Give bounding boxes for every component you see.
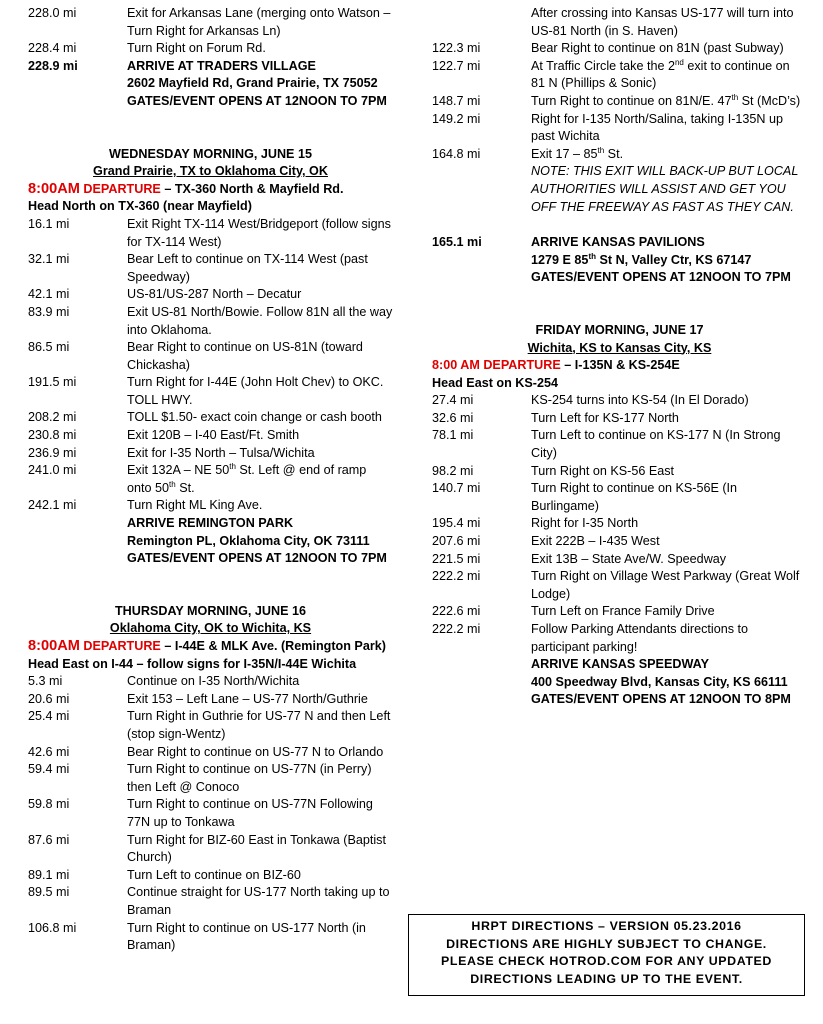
direction-row: [28, 5, 393, 40]
arrive-label: ARRIVE KANSAS SPEEDWAY: [531, 657, 709, 672]
departure-time: 8:00AM: [28, 638, 80, 654]
route-title: Oklahoma City, OK to Wichita, KS: [109, 621, 312, 636]
mileage: 27.4 mi: [432, 393, 474, 408]
instruction: Turn Right to continue on US-77N Following 77N up to Tonkawa: [127, 797, 373, 829]
mileage: 78.1 mi: [432, 428, 474, 443]
direction-row: [432, 392, 807, 410]
mileage: 89.1 mi: [28, 867, 70, 882]
instruction: Bear Left to continue on TX-114 West (past Speedway): [127, 252, 368, 284]
instruction: Right for I-135 North/Salina, taking I-135N up past Wichita: [531, 111, 784, 144]
arrive-label: ARRIVE AT TRADERS VILLAGE: [127, 58, 316, 73]
friday-section: [432, 322, 807, 709]
departure-time: 8:00 AM DEPARTURE: [432, 358, 561, 373]
direction-row: [28, 497, 393, 515]
direction-row: [28, 462, 393, 497]
notice-line: DIRECTIONS ARE HIGHLY SUBJECT TO CHANGE.: [446, 936, 767, 951]
direction-row: [432, 93, 807, 111]
direction-row: [432, 551, 807, 569]
mileage: 83.9 mi: [28, 304, 70, 319]
mileage: 16.1 mi: [28, 216, 70, 231]
mileage: 241.0 mi: [28, 463, 77, 478]
mileage: 148.7 mi: [432, 93, 481, 108]
instruction: At Traffic Circle take the 2nd exit to continue on 81 N (Phillips & Sonic): [531, 57, 790, 91]
direction-row: [28, 744, 393, 762]
departure-line: [432, 357, 807, 375]
direction-row: [432, 480, 807, 515]
instruction: Turn Right on Forum Rd.: [127, 41, 266, 56]
instruction: Exit 153 – Left Lane – US-77 North/Guthrie: [127, 691, 368, 706]
direction-row: [28, 867, 393, 885]
mileage: 59.4 mi: [28, 762, 70, 777]
direction-row: [432, 40, 807, 58]
direction-row: [432, 58, 807, 93]
mileage: 98.2 mi: [432, 463, 474, 478]
direction-row: [28, 339, 393, 374]
thursday-rows: [28, 673, 393, 955]
direction-row: [432, 146, 807, 164]
mileage: 42.6 mi: [28, 744, 70, 759]
mileage: 140.7 mi: [432, 481, 481, 496]
direction-row: [28, 796, 393, 831]
arrive-row: [28, 58, 393, 76]
direction-row: [432, 621, 807, 656]
instruction: Exit for Arkansas Lane (merging onto Watson – Turn Right for Arkansas Ln): [127, 6, 391, 38]
wednesday-section: [28, 146, 393, 568]
thursday-section: [28, 603, 393, 955]
head-direction: Head North on TX-360 (near Mayfield): [28, 199, 252, 214]
version-notice-box: [408, 914, 805, 996]
direction-row: [28, 832, 393, 867]
right-column: [432, 5, 807, 709]
left-column: [28, 5, 393, 955]
mileage: 236.9 mi: [28, 445, 77, 460]
mileage: 228.4 mi: [28, 41, 77, 56]
instruction: Exit 120B – I-40 East/Ft. Smith: [127, 428, 300, 443]
instruction: Continue straight for US-177 North taking up to Braman: [127, 885, 390, 917]
direction-row: [432, 427, 807, 462]
tuesday-directions-tail: [28, 5, 393, 111]
head-direction: Head East on I-44 – follow signs for I-35N/I-44E Wichita: [28, 656, 357, 671]
mileage: 86.5 mi: [28, 340, 70, 355]
instruction: Bear Right to continue on US-77 N to Orlando: [127, 744, 384, 759]
mileage: 5.3 mi: [28, 674, 63, 689]
instruction: Bear Right to continue on 81N (past Subway): [531, 41, 784, 56]
direction-rows: [432, 111, 807, 146]
direction-row: [28, 409, 393, 427]
instruction: Exit for I-35 North – Tulsa/Wichita: [127, 445, 315, 460]
wednesday-rows: [28, 216, 393, 462]
mileage: 191.5 mi: [28, 375, 77, 390]
direction-rows: [432, 40, 807, 58]
instruction: US-81/US-287 North – Decatur: [127, 287, 302, 302]
instruction: Turn Left for KS-177 North: [531, 410, 679, 425]
direction-row: [28, 374, 393, 409]
direction-row: [432, 568, 807, 603]
direction-row: [28, 761, 393, 796]
venue-address: Remington PL, Oklahoma City, OK 73111: [127, 533, 370, 548]
mileage: 207.6 mi: [432, 534, 481, 549]
instruction: Exit 17 – 85th St.: [531, 145, 624, 161]
instruction: Bear Right to continue on US-81N (toward Chickasha): [127, 340, 363, 372]
instruction: Turn Left on France Family Drive: [531, 604, 715, 619]
instruction: Follow Parking Attendants directions to participant parking!: [531, 622, 749, 654]
instruction: TOLL $1.50- exact coin change or cash booth: [127, 410, 382, 425]
mileage: 165.1 mi: [432, 235, 482, 250]
instruction: Exit US-81 North/Bowie. Follow 81N all the way into Oklahoma.: [127, 304, 393, 337]
arrive-row: [432, 234, 807, 252]
mileage: 195.4 mi: [432, 516, 481, 531]
departure-time: 8:00AM: [28, 180, 80, 197]
mileage: 20.6 mi: [28, 691, 70, 706]
mileage: 242.1 mi: [28, 498, 77, 513]
arrive-label: ARRIVE REMINGTON PARK: [127, 516, 294, 531]
instruction: Turn Right to continue on KS-56E (In Burlingame): [531, 481, 738, 513]
departure-line: [28, 181, 393, 199]
direction-row: [28, 216, 393, 251]
gates-hours: GATES/EVENT OPENS AT 12NOON TO 8PM: [531, 692, 791, 707]
mileage: 59.8 mi: [28, 797, 70, 812]
route-title: Wichita, KS to Kansas City, KS: [527, 340, 712, 355]
departure-location: – I-44E & MLK Ave. (Remington Park): [160, 639, 386, 653]
notice-line: DIRECTIONS LEADING UP TO THE EVENT.: [470, 971, 743, 986]
mileage: 228.9 mi: [28, 58, 78, 73]
mileage: 122.7 mi: [432, 58, 481, 73]
departure-line: [28, 638, 393, 656]
thursday-continued: [432, 5, 807, 287]
departure-location: – TX-360 North & Mayfield Rd.: [160, 181, 344, 196]
mileage: 149.2 mi: [432, 111, 481, 126]
mileage: 222.2 mi: [432, 622, 481, 636]
mileage: 89.5 mi: [28, 885, 70, 900]
mileage: 230.8 mi: [28, 428, 77, 443]
mileage: 222.2 mi: [432, 569, 481, 584]
direction-row: [432, 111, 807, 146]
departure-word: DEPARTURE: [79, 639, 161, 653]
direction-row: [432, 410, 807, 428]
instruction: Turn Left to continue on KS-177 N (In Strong City): [531, 428, 781, 461]
mileage: 106.8 mi: [28, 920, 77, 935]
mileage: 122.3 mi: [432, 41, 481, 56]
departure-location: – I-135N & KS-254E: [560, 358, 680, 373]
exit-note: NOTE: THIS EXIT WILL BACK-UP BUT LOCAL AUTHORITIES WILL ASSIST AND GET YOU OFF THE FREEWAY AS FAST AS THEY CAN.: [531, 164, 799, 214]
direction-row: [28, 304, 393, 339]
section-heading: THURSDAY MORNING, JUNE 16: [114, 603, 307, 618]
instruction: Continue on I-35 North/Wichita: [127, 674, 300, 689]
mileage: 208.2 mi: [28, 410, 77, 425]
instruction: Exit 222B – I-435 West: [531, 534, 660, 549]
direction-row: [28, 286, 393, 304]
direction-row: [28, 884, 393, 919]
mileage: 87.6 mi: [28, 832, 70, 847]
direction-row: [28, 920, 393, 955]
direction-row: [28, 427, 393, 445]
venue-address: 2602 Mayfield Rd, Grand Prairie, TX 75052: [127, 76, 378, 91]
mileage: 221.5 mi: [432, 551, 481, 566]
direction-row: [432, 463, 807, 481]
direction-row: [432, 533, 807, 551]
section-heading: FRIDAY MORNING, JUNE 17: [535, 322, 704, 337]
instruction: Exit 132A – NE 50th St. Left @ end of ramp onto 50th St.: [127, 462, 367, 495]
gates-hours: GATES/EVENT OPENS AT 12NOON TO 7PM: [127, 93, 387, 108]
venue-address: 400 Speedway Blvd, Kansas City, KS 66111: [531, 674, 788, 689]
arrive-label: ARRIVE KANSAS PAVILIONS: [531, 235, 705, 250]
instruction: Turn Right to continue on 81N/E. 47th St (McD’s): [531, 92, 801, 108]
head-direction: Head East on KS-254: [432, 375, 558, 390]
notice-line: PLEASE CHECK HOTROD.COM FOR ANY UPDATED: [441, 954, 772, 969]
direction-row: [28, 445, 393, 463]
instruction: Exit Right TX-114 West/Bridgeport (follow signs for TX-114 West): [127, 216, 391, 249]
route-title: Grand Prairie, TX to Oklahoma City, OK: [93, 164, 328, 179]
gates-hours: GATES/EVENT OPENS AT 12NOON TO 7PM: [127, 551, 387, 566]
mileage: 32.6 mi: [432, 410, 474, 425]
instruction: Turn Right in Guthrie for US-77 N and then Left (stop sign-Wentz): [127, 709, 391, 741]
instruction: Turn Right for BIZ-60 East in Tonkawa (Baptist Church): [127, 832, 386, 865]
instruction: Turn Right on KS-56 East: [531, 463, 675, 478]
instruction: Turn Right on Village West Parkway (Great Wolf Lodge): [531, 569, 800, 601]
notice-line: HRPT DIRECTIONS – VERSION 05.23.2016: [471, 919, 742, 933]
instruction: Turn Left to continue on BIZ-60: [127, 867, 301, 882]
venue-address: 1279 E 85th St N, Valley Ctr, KS 67147: [531, 251, 752, 267]
gates-hours: GATES/EVENT OPENS AT 12NOON TO 7PM: [531, 270, 791, 285]
mileage: 32.1 mi: [28, 252, 70, 267]
instruction: Turn Right ML King Ave.: [127, 498, 263, 513]
mileage: 164.8 mi: [432, 146, 481, 161]
direction-row: [28, 251, 393, 286]
direction-row: [432, 515, 807, 533]
direction-row: [28, 691, 393, 709]
instruction: KS-254 turns into KS-54 (In El Dorado): [531, 393, 749, 408]
friday-rows: [432, 392, 807, 656]
departure-word: DEPARTURE: [79, 181, 161, 196]
direction-row: [28, 40, 393, 58]
section-heading: WEDNESDAY MORNING, JUNE 15: [109, 146, 312, 161]
instruction: Exit 13B – State Ave/W. Speedway: [531, 551, 727, 566]
mileage: 25.4 mi: [28, 709, 70, 724]
instruction: Turn Right to continue on US-177 North (in Braman): [127, 920, 366, 953]
mileage: 228.0 mi: [28, 6, 77, 20]
instruction: Right for I-35 North: [531, 516, 639, 531]
direction-row: [432, 603, 807, 621]
instruction: After crossing into Kansas US-177 will turn into US-81 North (in S. Haven): [531, 6, 794, 38]
mileage: 222.6 mi: [432, 604, 481, 619]
direction-row: [28, 708, 393, 743]
instruction: Turn Right for I-44E (John Holt Chev) to OKC. TOLL HWY.: [127, 375, 384, 407]
instruction: Turn Right to continue on US-77N (in Perry) then Left @ Conoco: [127, 762, 372, 794]
direction-row: [28, 673, 393, 691]
mileage: 42.1 mi: [28, 287, 70, 302]
